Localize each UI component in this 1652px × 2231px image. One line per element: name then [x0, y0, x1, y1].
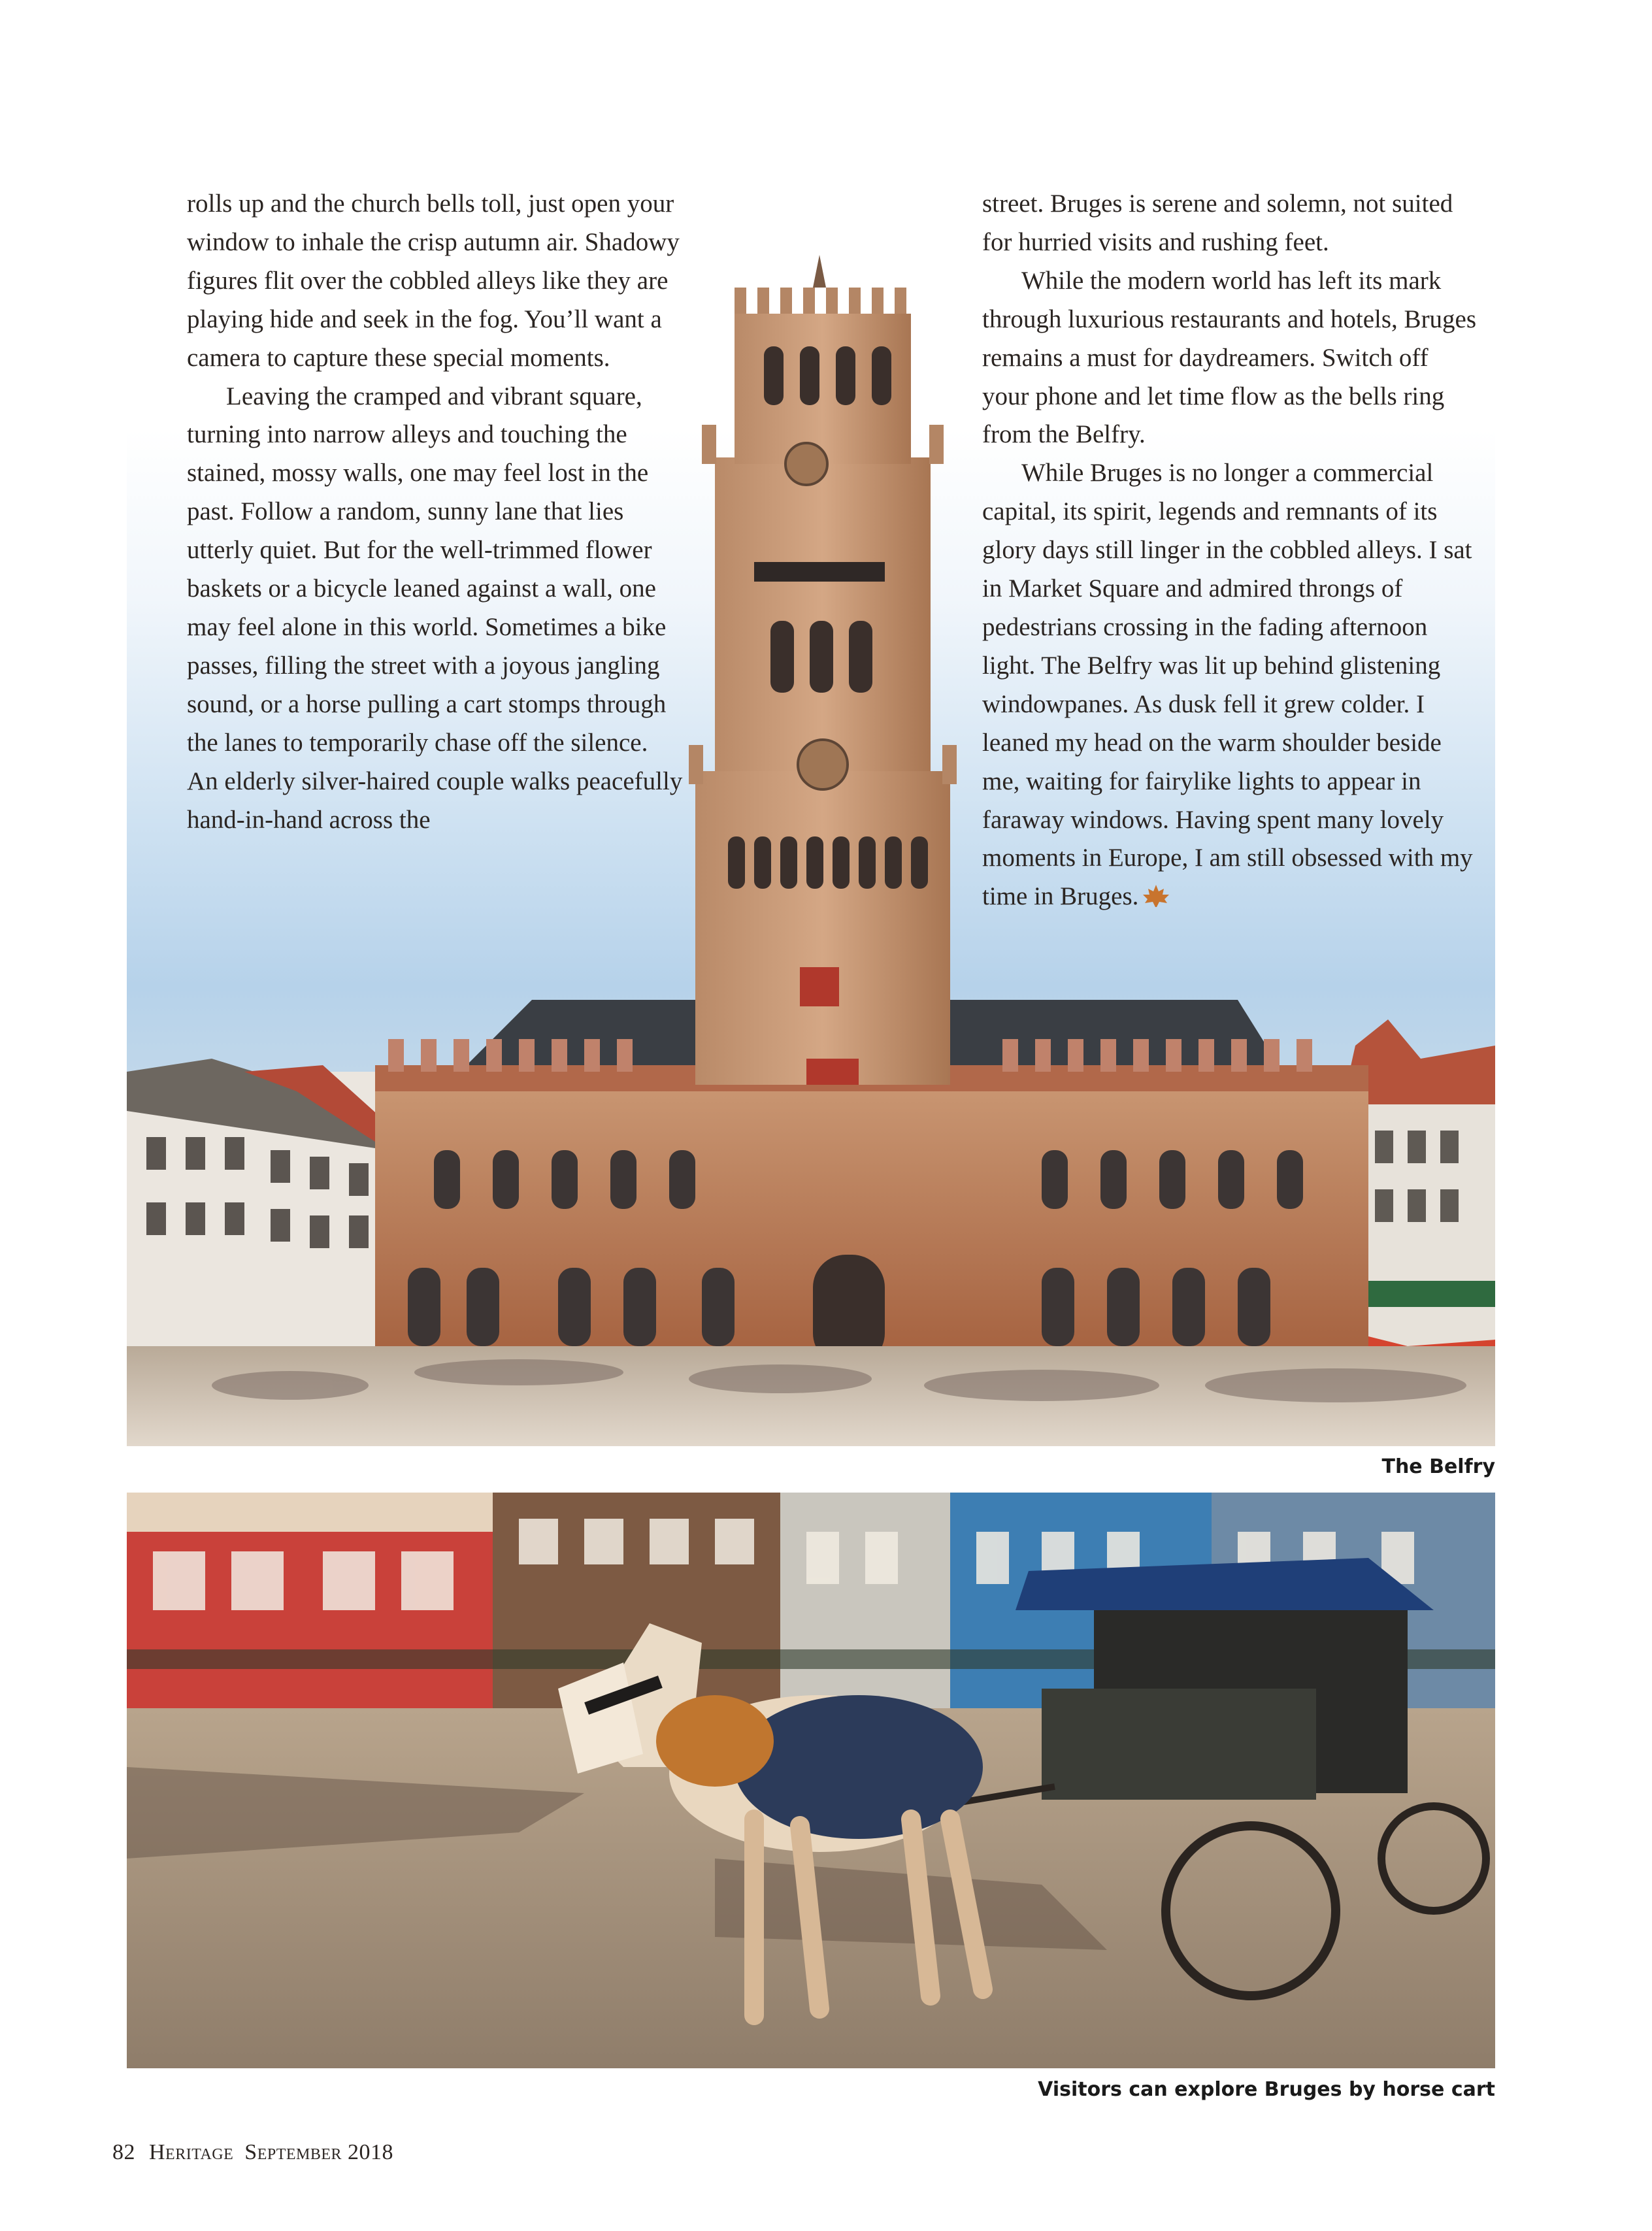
belfry-caption: The Belfry: [1381, 1455, 1495, 1478]
page-folio: [112, 2140, 393, 2165]
article-column-2: [982, 185, 1479, 916]
article-paragraph-final: [982, 454, 1479, 916]
horse-cart-illustration: [127, 1493, 1495, 2068]
article-paragraph: street. Bruges is serene and solemn, not suited for hurried visits and rushing feet.: [982, 190, 1453, 256]
horse-cart-photo: [127, 1493, 1495, 2068]
magazine-name: Heritage: [149, 2140, 234, 2164]
article-paragraph: Leaving the cramped and vibrant square, turning into narrow alleys and touching the stained, mossy walls, one may feel lost in the past. Follow a random, sunny lane that lies utterly quiet. But for the well-trimmed flower baskets or a bicycle leaned against a wall, one may feel alone in this world. Sometimes a bike passes, filling the street with a joyous jangling sound, or a horse pulling a cart stomps through the lanes to temporarily chase off the silence. An elderly silver-haired couple walks peacefully hand-in-hand across the: [187, 382, 683, 834]
article-column-1: [187, 185, 684, 839]
article-paragraph-text: While Bruges is no longer a commercial capital, its spirit, legends and remnants of its glory days still linger in the cobbled alleys. I sat in Market Square and admired throngs of pedestrians crossing in the fading afternoon light. The Belfry was lit up behind glistening windowpanes. As dusk fell it grew colder. I leaned my head on the warm shoulder beside me, waiting for fairylike lights to appear in faraway windows. Having spent many lovely moments in Europe, I am still obsessed with my time in Bruges.: [982, 459, 1473, 911]
maple-leaf-icon: [1141, 884, 1171, 908]
article-paragraph: While the modern world has left its mark through luxurious restaurants and hotels, Bruges remains a must for daydreamers. Switch off your phone and let time flow as the bells ring from the Belfry.: [982, 266, 1477, 449]
horse-cart-caption: Visitors can explore Bruges by horse cart: [1038, 2078, 1495, 2101]
article-paragraph: rolls up and the church bells toll, just open your window to inhale the crisp autumn air. Shadowy figures flit over the cobbled alleys like they are playing hide and seek in the fog. You’ll want a camera to capture these special moments.: [187, 190, 680, 372]
page-number: 82: [112, 2140, 135, 2164]
issue-date: September 2018: [244, 2140, 394, 2164]
